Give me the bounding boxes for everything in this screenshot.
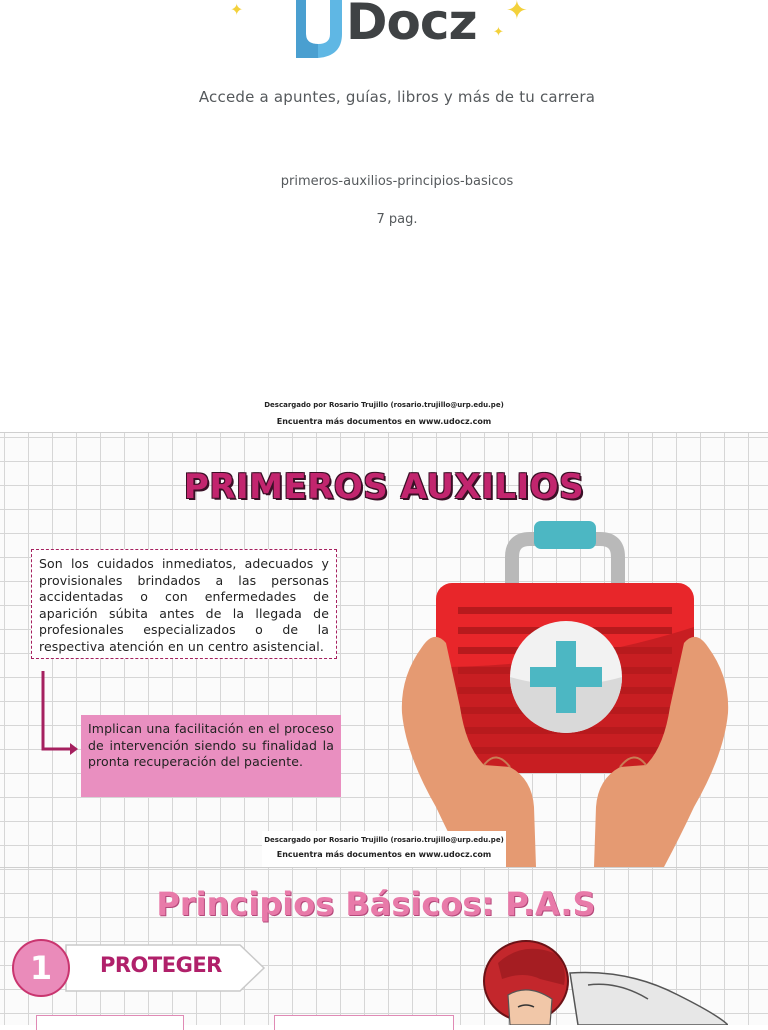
content-box xyxy=(36,1015,184,1030)
sparkle-icon: ✦ xyxy=(230,0,244,19)
downloaded-by-notice: Descargado por Rosario Trujillo (rosario.trujillo@urp.edu.pe) xyxy=(264,836,504,844)
section-title: Principios Básicos: P.A.S xyxy=(156,885,596,923)
definition-box xyxy=(31,549,337,659)
downloaded-by-notice: Descargado por Rosario Trujillo (rosario.trujillo@urp.edu.pe) xyxy=(264,401,504,409)
first-aid-kit-illustration xyxy=(400,517,730,867)
more-documents-link[interactable]: Encuentra más documentos en www.udocz.com xyxy=(276,850,492,859)
download-notice-overlay xyxy=(262,831,506,867)
document-page xyxy=(0,432,768,1025)
document-name: primeros-auxilios-principios-basicos xyxy=(280,174,514,189)
step-number-badge: 1 xyxy=(12,939,70,997)
step-label: PROTEGER xyxy=(100,953,222,977)
more-documents-link[interactable]: Encuentra más documentos en www.udocz.com xyxy=(276,417,492,426)
definition-text: Son los cuidados inmediatos, adecuados y provisionales brindados a las personas accidentadas o con enfermedades de aparición súbita antes de la llegada de profesionales especializados o de la respectiva atención en un centro asistencial. xyxy=(39,556,329,654)
brand-name: Docz xyxy=(346,0,477,51)
tagline: Accede a apuntes, guías, libros y más de tu carrera xyxy=(198,88,596,106)
sparkle-icon: ✦ xyxy=(493,25,504,40)
page-count: 7 pag. xyxy=(376,212,418,227)
content-box xyxy=(274,1015,454,1030)
person-illustration xyxy=(478,935,728,1025)
note-box xyxy=(81,715,341,797)
cover-page xyxy=(0,0,768,432)
udocz-logo-icon xyxy=(296,0,344,58)
note-text: Implican una facilitación en el proceso de intervención siendo su finalidad la pronta recuperación del paciente. xyxy=(88,721,334,769)
arrow-right-icon xyxy=(38,671,82,757)
sparkle-icon: ✦ xyxy=(506,0,528,26)
page-title: PRIMEROS AUXILIOS xyxy=(183,467,585,507)
page-separator xyxy=(0,867,768,868)
